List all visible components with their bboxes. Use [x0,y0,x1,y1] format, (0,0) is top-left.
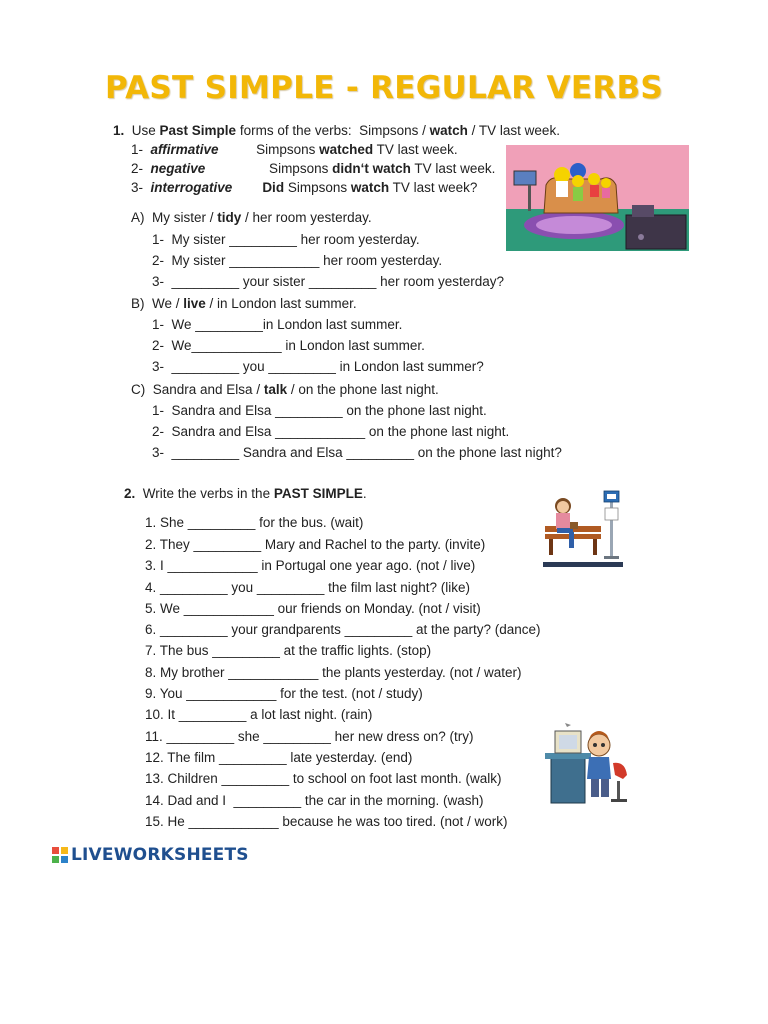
bus-stop-illustration [543,490,623,567]
text-segment: / in London last summer. [205,296,357,311]
emphasized-text: PAST SIMPLE [273,486,363,501]
ex2-item: 6. _________ your grandparents _________ at the party? (dance) [145,622,541,637]
ex2-item: 4. _________ you _________ the film last night? (like) [145,580,470,595]
ex1-instruction [113,123,560,139]
text-segment: 3- _________ Sandra and Elsa _________ on the phone last night? [152,445,562,460]
text-segment: / her room yesterday. [241,210,372,225]
liveworksheets-logo-icon [52,847,68,863]
group-c-item-3 [152,445,562,461]
computer-boy-illustration [543,723,635,809]
ex2-item: 9. You ____________ for the test. (not / study) [145,686,423,701]
text-segment: / TV last week. [467,123,560,138]
ex2-item: 11. _________ she _________ her new dress on? (try) [145,729,474,744]
text-segment: / on the phone last night. [287,382,439,397]
emphasized-text: negative [150,161,206,176]
ex1-example-negative [131,161,495,177]
emphasized-text: Did [262,180,285,195]
emphasized-text: tidy [217,210,242,225]
emphasized-text: interrogative [150,180,233,195]
text-segment: 2- Sandra and Elsa ____________ on the phone last night. [152,424,510,439]
group-a-heading [131,210,372,226]
text-segment: 1- Sandra and Elsa _________ on the phone last night. [152,403,487,418]
group-b-heading [131,296,357,312]
text-segment: 3- [131,180,151,195]
ex1-example-interrogative [131,180,477,196]
emphasized-text: 1. [113,123,125,138]
text-segment: 2- We____________ in London last summer. [152,338,425,353]
ex1-example-affirmative [131,142,458,158]
emphasized-text: affirmative [150,142,219,157]
text-segment: Use [124,123,160,138]
text-segment: . [362,486,367,501]
ex2-item: 13. Children _________ to school on foot last month. (walk) [145,771,502,786]
group-b-item-3 [152,359,484,375]
text-segment: C) Sandra and Elsa / [131,382,264,397]
ex2-instruction [124,486,367,502]
text-segment: Simpsons [218,142,320,157]
ex2-item: 10. It _________ a lot last night. (rain) [145,707,373,722]
group-b-item-2 [152,338,425,354]
text-segment: Write the verbs in the [135,486,274,501]
worksheet-title: PAST SIMPLE - REGULAR VERBS [104,70,664,106]
text-segment: 1- My sister _________ her room yesterday. [152,232,420,247]
group-c-heading [131,382,439,398]
text-segment: 2- My sister ____________ her room yesterday. [152,253,443,268]
text-segment: Simpsons [205,161,333,176]
text-segment: 2- [131,161,151,176]
ex2-item: 1. She _________ for the bus. (wait) [145,515,364,530]
group-b-item-1 [152,317,402,333]
liveworksheets-logo [52,845,249,865]
text-segment: 1- We _________in London last summer. [152,317,403,332]
group-c-item-1 [152,403,487,419]
emphasized-text: talk [263,382,288,397]
ex2-item: 12. The film _________ late yesterday. (end) [145,750,413,765]
text-segment: forms of the verbs: Simpsons / [236,123,430,138]
text-segment [232,180,262,195]
ex2-item: 14. Dad and I _________ the car in the morning. (wash) [145,793,484,808]
emphasized-text: watched [319,142,374,157]
emphasized-text: live [183,296,206,311]
group-c-item-2 [152,424,509,440]
group-a-item-3 [152,274,504,290]
text-segment: Simpsons [284,180,351,195]
ex2-item: 2. They _________ Mary and Rachel to the party. (invite) [145,537,486,552]
ex2-item: 5. We ____________ our friends on Monday. (not / visit) [145,601,481,616]
ex2-item: 15. He ____________ because he was too tired. (not / work) [145,814,508,829]
emphasized-text: Past Simple [159,123,237,138]
text-segment: TV last week? [389,180,478,195]
text-segment: TV last week. [410,161,496,176]
text-segment: B) We / [131,296,184,311]
ex2-item: 7. The bus _________ at the traffic lights. (stop) [145,643,432,658]
liveworksheets-logo-text: LIVEWORKSHEETS [71,845,249,865]
text-segment: 3- _________ your sister _________ her room yesterday? [152,274,504,289]
ex2-item: 8. My brother ____________ the plants yesterday. (not / water) [145,665,522,680]
text-segment: 1- [131,142,151,157]
simpsons-tv-illustration [506,145,689,251]
text-segment: 3- _________ you _________ in London last summer? [152,359,484,374]
emphasized-text: watch [350,180,390,195]
group-a-item-2 [152,253,442,269]
ex2-item: 3. I ____________ in Portugal one year ago. (not / live) [145,558,476,573]
group-a-item-1 [152,232,420,248]
emphasized-text: watch [429,123,468,138]
text-segment: A) My sister / [131,210,218,225]
text-segment: TV last week. [373,142,458,157]
emphasized-text: didn‘t watch [332,161,411,176]
emphasized-text: 2. [124,486,136,501]
